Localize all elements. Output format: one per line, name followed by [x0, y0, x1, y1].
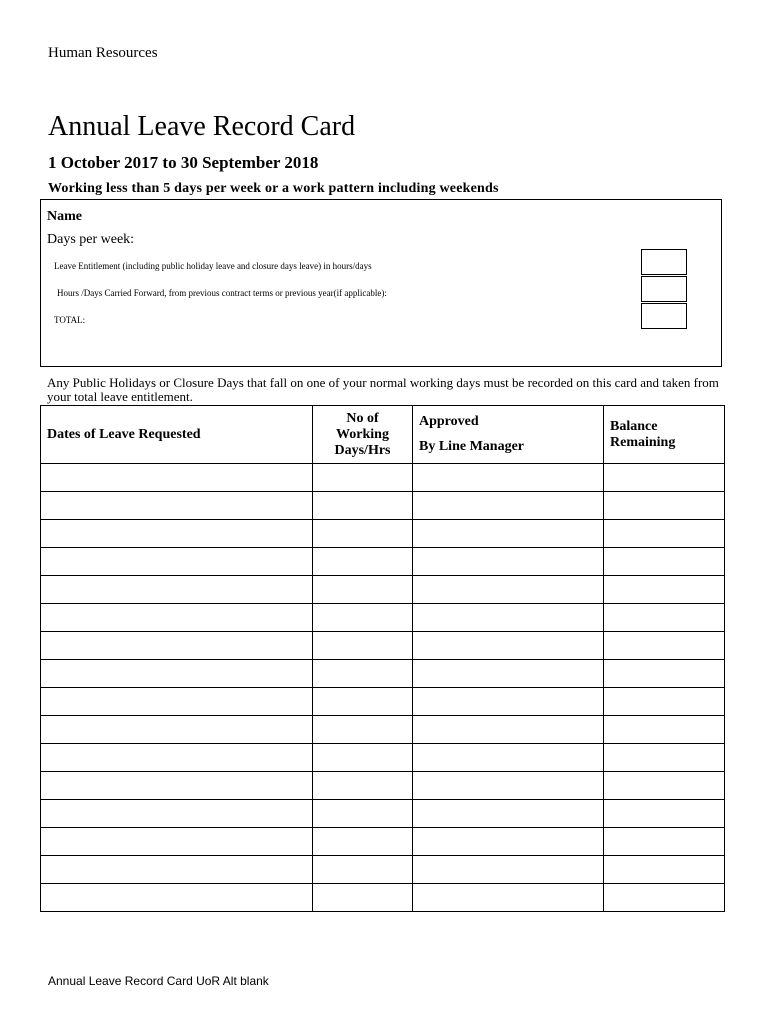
- days-cell[interactable]: [313, 688, 413, 716]
- approved-cell[interactable]: [413, 800, 604, 828]
- dates-cell[interactable]: [41, 800, 313, 828]
- approved-cell[interactable]: [413, 716, 604, 744]
- dates-cell[interactable]: [41, 576, 313, 604]
- days-cell[interactable]: [313, 548, 413, 576]
- balance-cell[interactable]: [604, 744, 725, 772]
- days-cell[interactable]: [313, 884, 413, 912]
- balance-cell[interactable]: [604, 800, 725, 828]
- days-cell[interactable]: [313, 800, 413, 828]
- table-row: [41, 856, 725, 884]
- dates-cell[interactable]: [41, 632, 313, 660]
- dates-cell[interactable]: [41, 464, 313, 492]
- dates-cell[interactable]: [41, 548, 313, 576]
- approved-cell[interactable]: [413, 828, 604, 856]
- dates-cell[interactable]: [41, 492, 313, 520]
- entitlement-value-box[interactable]: [641, 249, 687, 275]
- balance-cell[interactable]: [604, 716, 725, 744]
- dates-cell[interactable]: [41, 772, 313, 800]
- days-cell[interactable]: [313, 492, 413, 520]
- days-cell[interactable]: [313, 464, 413, 492]
- dates-cell[interactable]: [41, 884, 313, 912]
- balance-cell[interactable]: [604, 772, 725, 800]
- table-row: [41, 744, 725, 772]
- col-header-approved-line2: By Line Manager: [419, 439, 524, 454]
- approved-cell[interactable]: [413, 688, 604, 716]
- table-row: [41, 492, 725, 520]
- balance-cell[interactable]: [604, 828, 725, 856]
- col-header-days: [313, 406, 413, 464]
- footer-doc-name: Annual Leave Record Card UoR Alt blank: [48, 974, 269, 988]
- approved-cell[interactable]: [413, 744, 604, 772]
- days-per-week-label: Days per week:: [47, 232, 135, 247]
- approved-cell[interactable]: [413, 464, 604, 492]
- total-value-box[interactable]: [641, 303, 687, 329]
- table-row: [41, 464, 725, 492]
- days-cell[interactable]: [313, 716, 413, 744]
- balance-cell[interactable]: [604, 520, 725, 548]
- carried-forward-label: Hours /Days Carried Forward, from previous contract terms or previous year(if applicable):: [57, 288, 387, 298]
- approved-cell[interactable]: [413, 772, 604, 800]
- col-header-approved: [413, 406, 604, 464]
- table-row: [41, 632, 725, 660]
- table-row: [41, 716, 725, 744]
- balance-cell[interactable]: [604, 576, 725, 604]
- col-header-dates: Dates of Leave Requested: [41, 406, 313, 464]
- approved-cell[interactable]: [413, 520, 604, 548]
- balance-cell[interactable]: [604, 632, 725, 660]
- leave-table: [40, 405, 725, 912]
- col-header-balance-line1: Balance: [610, 418, 658, 434]
- col-header-days-line1: No of: [346, 410, 379, 426]
- table-row: [41, 828, 725, 856]
- name-label: Name: [47, 209, 82, 224]
- total-label: TOTAL:: [54, 315, 86, 325]
- balance-cell[interactable]: [604, 464, 725, 492]
- leave-period: 1 October 2017 to 30 September 2018: [48, 153, 319, 172]
- approved-cell[interactable]: [413, 856, 604, 884]
- col-header-days-line3: Days/Hrs: [334, 442, 391, 458]
- dates-cell[interactable]: [41, 828, 313, 856]
- col-header-days-line2: Working: [336, 426, 389, 442]
- days-cell[interactable]: [313, 632, 413, 660]
- page-title: Annual Leave Record Card: [48, 111, 356, 142]
- approved-cell[interactable]: [413, 884, 604, 912]
- approved-cell[interactable]: [413, 604, 604, 632]
- table-row: [41, 772, 725, 800]
- table-row: [41, 688, 725, 716]
- department-label: Human Resources: [48, 45, 158, 61]
- table-row: [41, 800, 725, 828]
- approved-cell[interactable]: [413, 492, 604, 520]
- dates-cell[interactable]: [41, 660, 313, 688]
- public-holiday-notice: Any Public Holidays or Closure Days that fall on one of your normal working days must be recorded on this card and taken from your total leave entitlement.: [47, 375, 719, 404]
- col-header-balance: [604, 406, 725, 464]
- dates-cell[interactable]: [41, 744, 313, 772]
- days-cell[interactable]: [313, 660, 413, 688]
- table-header-row: [41, 406, 725, 464]
- dates-cell[interactable]: [41, 688, 313, 716]
- table-row: [41, 576, 725, 604]
- approved-cell[interactable]: [413, 548, 604, 576]
- table-row: [41, 520, 725, 548]
- table-row: [41, 604, 725, 632]
- balance-cell[interactable]: [604, 856, 725, 884]
- employee-info-box: [40, 199, 722, 367]
- days-cell[interactable]: [313, 856, 413, 884]
- table-row: [41, 548, 725, 576]
- dates-cell[interactable]: [41, 520, 313, 548]
- balance-cell[interactable]: [604, 492, 725, 520]
- days-cell[interactable]: [313, 576, 413, 604]
- balance-cell[interactable]: [604, 884, 725, 912]
- work-pattern-note: Working less than 5 days per week or a work pattern including weekends: [48, 181, 499, 196]
- approved-cell[interactable]: [413, 660, 604, 688]
- dates-cell[interactable]: [41, 604, 313, 632]
- balance-cell[interactable]: [604, 660, 725, 688]
- days-cell[interactable]: [313, 604, 413, 632]
- col-header-approved-line1: Approved: [419, 414, 479, 429]
- carried-forward-value-box[interactable]: [641, 276, 687, 302]
- dates-cell[interactable]: [41, 856, 313, 884]
- table-row: [41, 660, 725, 688]
- table-row: [41, 884, 725, 912]
- days-cell[interactable]: [313, 520, 413, 548]
- col-header-balance-line2: Remaining: [610, 434, 676, 450]
- balance-cell[interactable]: [604, 604, 725, 632]
- days-cell[interactable]: [313, 828, 413, 856]
- approved-cell[interactable]: [413, 632, 604, 660]
- approved-cell[interactable]: [413, 576, 604, 604]
- balance-cell[interactable]: [604, 548, 725, 576]
- dates-cell[interactable]: [41, 716, 313, 744]
- days-cell[interactable]: [313, 772, 413, 800]
- balance-cell[interactable]: [604, 688, 725, 716]
- entitlement-label: Leave Entitlement (including public holiday leave and closure days leave) in hours/days: [54, 261, 372, 271]
- days-cell[interactable]: [313, 744, 413, 772]
